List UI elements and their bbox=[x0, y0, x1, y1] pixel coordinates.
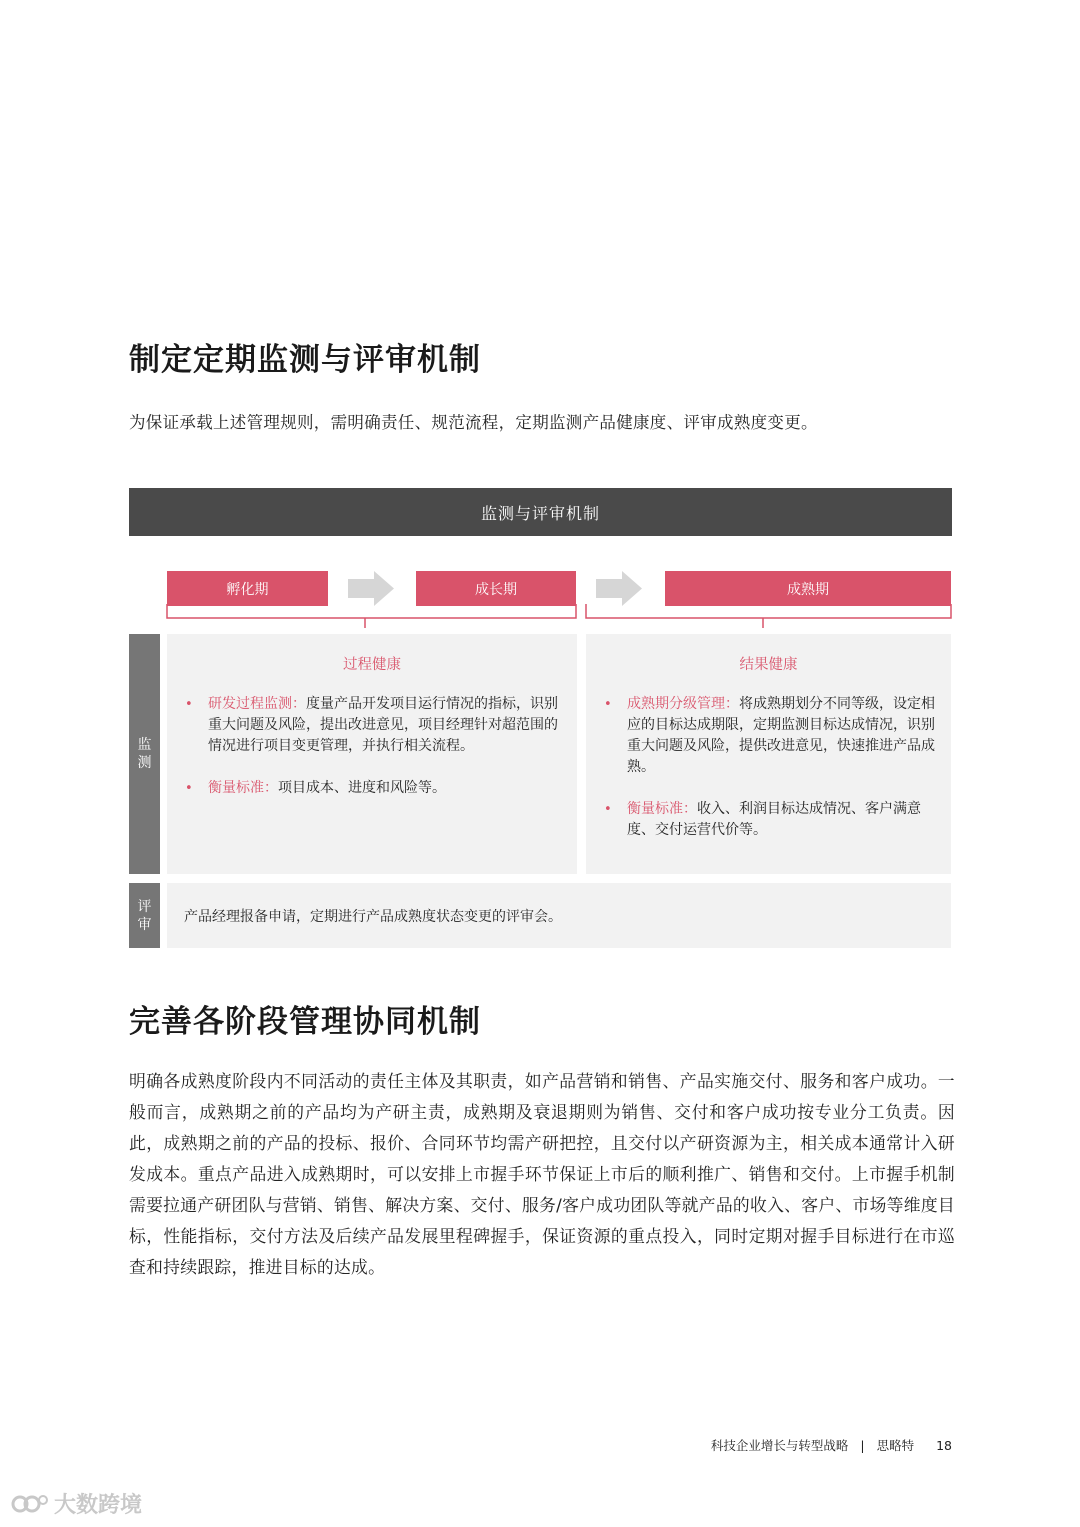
bullet-text: 项目成本、进度和风险等。 bbox=[278, 780, 446, 796]
sidebar-monitor bbox=[129, 634, 160, 874]
page-footer bbox=[711, 1436, 952, 1454]
stage-maturity: 成熟期 bbox=[665, 571, 951, 606]
list-item bbox=[604, 694, 937, 778]
body-paragraph: 明确各成熟度阶段内不同活动的责任主体及其职责，如产品营销和销售、产品实施交付、服务和客户成功。一般而言，成熟期之前的产品均为产研主责，成熟期及衰退期则为销售、交付和客户成功按专业分工负责。因此，成熟期之前的产品的投标、报价、合同环节均需产研把控，且交付以产研资源为主，相关成本通常计入研发成本。重点产品进入成熟期时，可以安排上市握手环节保证上市后的顺利推广、销售和交付。上市握手机制需要拉通产研团队与营销、销售、解决方案、交付、服务/客户成功团队等就产品的收入、客户、市场等维度目标，性能指标，交付方法及后续产品发展里程碑握手，保证资源的重点投入，同时定期对握手目标进行在市巡查和持续跟踪，推进目标的达成。 bbox=[129, 1071, 955, 1277]
stage-bracket bbox=[585, 604, 952, 630]
bullet-label: 研发过程监测： bbox=[208, 696, 306, 712]
sidebar-char: 评 bbox=[137, 898, 152, 915]
stage-growth: 成长期 bbox=[416, 571, 576, 606]
process-health-panel bbox=[167, 634, 577, 874]
watermark-text: 大数跨境 bbox=[54, 1493, 143, 1518]
link-logo-icon bbox=[10, 1492, 50, 1516]
sidebar-review bbox=[129, 883, 160, 948]
watermark bbox=[10, 1488, 142, 1519]
list-item bbox=[185, 778, 560, 799]
arrow-right-icon bbox=[348, 571, 394, 606]
bullet-text: 度量产品开发项目运行情况的指标，识别重大问题及风险，提出改进意见，项目经理针对超范围的情况进行项目变更管理，并执行相关流程。 bbox=[208, 696, 558, 754]
result-health-panel bbox=[586, 634, 951, 874]
footer-publisher: 思略特 bbox=[876, 1438, 915, 1453]
list-item bbox=[185, 694, 560, 757]
diagram-banner: 监测与评审机制 bbox=[129, 488, 952, 536]
sidebar-char: 测 bbox=[137, 755, 152, 771]
section-title: 完善各阶段管理协同机制 bbox=[129, 1004, 481, 1040]
bullet-icon: • bbox=[604, 802, 612, 817]
review-text: 产品经理报备申请，定期进行产品成熟度状态变更的评审会。 bbox=[184, 908, 562, 925]
bullet-icon: • bbox=[604, 697, 612, 712]
footer-doc-title: 科技企业增长与转型战略 bbox=[710, 1438, 849, 1453]
bullet-label: 衡量标准： bbox=[627, 801, 697, 817]
footer-separator: | bbox=[860, 1438, 865, 1453]
section-title: 制定定期监测与评审机制 bbox=[129, 342, 481, 378]
bullet-icon: • bbox=[185, 781, 193, 796]
bullet-text: 将成熟期划分不同等级，设定相应的目标达成期限，定期监测目标达成情况，识别重大问题及风险，提供改进意见，快速推进产品成熟。 bbox=[627, 696, 935, 775]
bullet-icon: • bbox=[185, 697, 193, 712]
review-panel bbox=[167, 883, 951, 948]
arrow-right-icon bbox=[596, 571, 642, 606]
bullet-text: 收入、利润目标达成情况、客户满意度、交付运营代价等。 bbox=[627, 801, 921, 838]
stage-bracket bbox=[166, 604, 577, 630]
section-intro: 为保证承载上述管理规则，需明确责任、规范流程，定期监测产品健康度、评审成熟度变更。 bbox=[129, 413, 818, 432]
list-item bbox=[604, 799, 937, 841]
sidebar-char: 监 bbox=[137, 737, 152, 753]
panel-title: 过程健康 bbox=[343, 657, 401, 673]
page-number: 18 bbox=[936, 1438, 952, 1453]
sidebar-char: 审 bbox=[137, 916, 152, 933]
bullet-label: 成熟期分级管理： bbox=[627, 696, 739, 712]
panel-title: 结果健康 bbox=[739, 657, 798, 673]
stage-incubation: 孵化期 bbox=[167, 571, 328, 606]
bullet-label: 衡量标准： bbox=[208, 780, 278, 796]
